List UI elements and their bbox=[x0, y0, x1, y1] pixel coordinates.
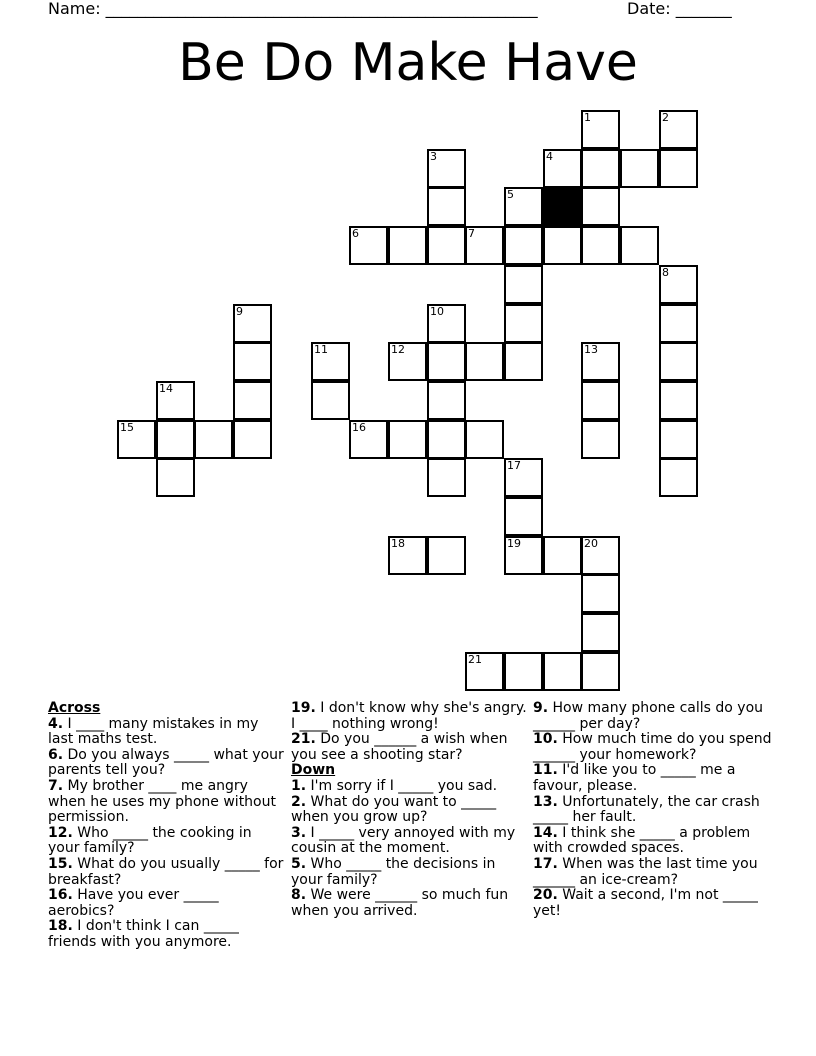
grid-cell[interactable] bbox=[349, 420, 388, 459]
grid-cell[interactable] bbox=[465, 652, 504, 691]
clue-down-8: 8. We were ______ so much fun when you arrived. bbox=[291, 887, 509, 919]
grid-cell[interactable] bbox=[427, 458, 466, 497]
grid-cell[interactable] bbox=[427, 187, 466, 226]
clue-number: 16 bbox=[352, 421, 366, 434]
grid-cell[interactable] bbox=[543, 226, 582, 265]
grid-cell[interactable] bbox=[156, 420, 195, 459]
clue-down-5: 5. Who _____ the decisions in your family? bbox=[291, 855, 496, 888]
grid-cell[interactable] bbox=[504, 342, 543, 381]
clue-number: 15 bbox=[120, 421, 134, 434]
grid-cell[interactable] bbox=[581, 226, 620, 265]
clue-across-15: 15. What do you usually _____ for breakfast? bbox=[48, 855, 284, 888]
clue-down-2: 2. What do you want to _____ when you grow up? bbox=[291, 793, 497, 826]
grid-cell[interactable] bbox=[156, 381, 195, 420]
black-cell bbox=[543, 187, 582, 226]
clue-number: 18 bbox=[391, 537, 405, 550]
clue-number: 20 bbox=[584, 537, 598, 550]
grid-cell[interactable] bbox=[504, 187, 543, 226]
grid-cell[interactable] bbox=[659, 110, 698, 149]
clue-down-10: 10. How much time do you spend ______ your homework? bbox=[533, 731, 772, 763]
clue-number: 5 bbox=[507, 188, 514, 201]
grid-cell[interactable] bbox=[620, 226, 659, 265]
grid-cell[interactable] bbox=[581, 536, 620, 575]
grid-cell[interactable] bbox=[581, 187, 620, 226]
clue-across-18: 18. I don't think I can _____ friends with you anymore. bbox=[48, 918, 239, 950]
clue-number: 10 bbox=[430, 305, 444, 318]
grid-cell[interactable] bbox=[388, 342, 427, 381]
clue-number: 6 bbox=[352, 227, 359, 240]
grid-cell[interactable] bbox=[504, 497, 543, 536]
clue-number: 17 bbox=[507, 459, 521, 472]
grid-cell[interactable] bbox=[504, 652, 543, 691]
grid-cell[interactable] bbox=[659, 420, 698, 459]
grid-cell[interactable] bbox=[117, 420, 156, 459]
grid-cell[interactable] bbox=[156, 458, 195, 497]
clue-down-20: 20. Wait a second, I'm not _____ yet! bbox=[533, 887, 758, 919]
clue-down-9: 9. How many phone calls do you ______ per day? bbox=[533, 700, 764, 732]
grid-cell[interactable] bbox=[465, 226, 504, 265]
clue-across-12: 12. Who _____ the cooking in your family? bbox=[48, 824, 252, 857]
clue-number: 21 bbox=[468, 653, 482, 666]
clue-number: 13 bbox=[584, 343, 598, 356]
grid-cell[interactable] bbox=[504, 226, 543, 265]
grid-cell[interactable] bbox=[233, 342, 272, 381]
clue-number: 3 bbox=[430, 150, 437, 163]
grid-cell[interactable] bbox=[659, 381, 698, 420]
grid-cell[interactable] bbox=[659, 149, 698, 188]
grid-cell[interactable] bbox=[581, 613, 620, 652]
grid-cell[interactable] bbox=[659, 342, 698, 381]
clue-number: 8 bbox=[662, 266, 669, 279]
grid-cell[interactable] bbox=[233, 381, 272, 420]
clue-number: 1 bbox=[584, 111, 591, 124]
grid-cell[interactable] bbox=[388, 420, 427, 459]
clue-across-16: 16. Have you ever _____ aerobics? bbox=[48, 887, 219, 919]
grid-cell[interactable] bbox=[349, 226, 388, 265]
grid-cell[interactable] bbox=[620, 149, 659, 188]
clue-number: 11 bbox=[314, 343, 328, 356]
clue-down-3: 3. I _____ very annoyed with my cousin at the moment. bbox=[291, 824, 516, 857]
grid-cell[interactable] bbox=[427, 342, 466, 381]
grid-cell[interactable] bbox=[543, 536, 582, 575]
clues-column-2 bbox=[291, 701, 529, 919]
clue-number: 4 bbox=[546, 150, 553, 163]
clue-down-17: 17. When was the last time you ______ an ice-cream? bbox=[533, 855, 758, 888]
clue-across-19: 19. I don't know why she's angry. I ____ nothing wrong! bbox=[291, 700, 527, 732]
grid-cell[interactable] bbox=[427, 149, 466, 188]
grid-cell[interactable] bbox=[194, 420, 233, 459]
clue-number: 12 bbox=[391, 343, 405, 356]
grid-cell[interactable] bbox=[504, 458, 543, 497]
grid-cell[interactable] bbox=[504, 304, 543, 343]
clue-down-11: 11. I'd like you to _____ me a favour, please. bbox=[533, 762, 736, 794]
grid-cell[interactable] bbox=[543, 652, 582, 691]
grid-cell[interactable] bbox=[465, 342, 504, 381]
grid-cell[interactable] bbox=[233, 304, 272, 343]
clue-number: 2 bbox=[662, 111, 669, 124]
grid-cell[interactable] bbox=[388, 226, 427, 265]
grid-cell[interactable] bbox=[427, 304, 466, 343]
grid-cell[interactable] bbox=[465, 420, 504, 459]
clue-down-1: 1. I'm sorry if I _____ you sad. bbox=[291, 777, 498, 794]
grid-cell[interactable] bbox=[311, 381, 350, 420]
clues-column-3 bbox=[533, 701, 773, 919]
clue-across-6: 6. Do you always _____ what your parents tell you? bbox=[48, 746, 284, 779]
name-field-label[interactable]: Name: ______________________________________________________ bbox=[48, 0, 538, 18]
grid-cell[interactable] bbox=[427, 536, 466, 575]
clue-down-14: 14. I think she _____ a problem with crowded spaces. bbox=[533, 824, 751, 857]
grid-cell[interactable] bbox=[504, 265, 543, 304]
grid-cell[interactable] bbox=[427, 381, 466, 420]
grid-cell[interactable] bbox=[427, 226, 466, 265]
grid-cell[interactable] bbox=[233, 420, 272, 459]
clue-across-4: 4. I ____ many mistakes in my last maths test. bbox=[48, 715, 259, 748]
clue-number: 19 bbox=[507, 537, 521, 550]
across-heading: Across bbox=[48, 700, 101, 716]
grid-cell[interactable] bbox=[581, 420, 620, 459]
grid-cell[interactable] bbox=[581, 110, 620, 149]
clue-across-7: 7. My brother ____ me angry when he uses my phone without permission. bbox=[48, 777, 276, 826]
grid-cell[interactable] bbox=[659, 265, 698, 304]
grid-cell[interactable] bbox=[427, 420, 466, 459]
grid-cell[interactable] bbox=[659, 304, 698, 343]
clue-number: 9 bbox=[236, 305, 243, 318]
grid-cell[interactable] bbox=[581, 342, 620, 381]
down-heading: Down bbox=[291, 762, 336, 779]
page-title: Be Do Make Have bbox=[178, 33, 638, 93]
grid-cell[interactable] bbox=[581, 149, 620, 188]
grid-cell[interactable] bbox=[581, 381, 620, 420]
clue-across-21: 21. Do you ______ a wish when you see a shooting star? bbox=[291, 731, 508, 763]
grid-cell[interactable] bbox=[388, 536, 427, 575]
grid-cell[interactable] bbox=[311, 342, 350, 381]
grid-cell[interactable] bbox=[581, 574, 620, 613]
grid-cell[interactable] bbox=[659, 458, 698, 497]
grid-cell[interactable] bbox=[504, 536, 543, 575]
clue-down-13: 13. Unfortunately, the car crash _____ her fault. bbox=[533, 793, 760, 826]
date-field-label[interactable]: Date: _______ bbox=[627, 0, 732, 18]
clues-column-1 bbox=[48, 701, 284, 951]
grid-cell[interactable] bbox=[543, 149, 582, 188]
clue-number: 14 bbox=[159, 382, 173, 395]
clue-number: 7 bbox=[468, 227, 475, 240]
grid-cell[interactable] bbox=[581, 652, 620, 691]
